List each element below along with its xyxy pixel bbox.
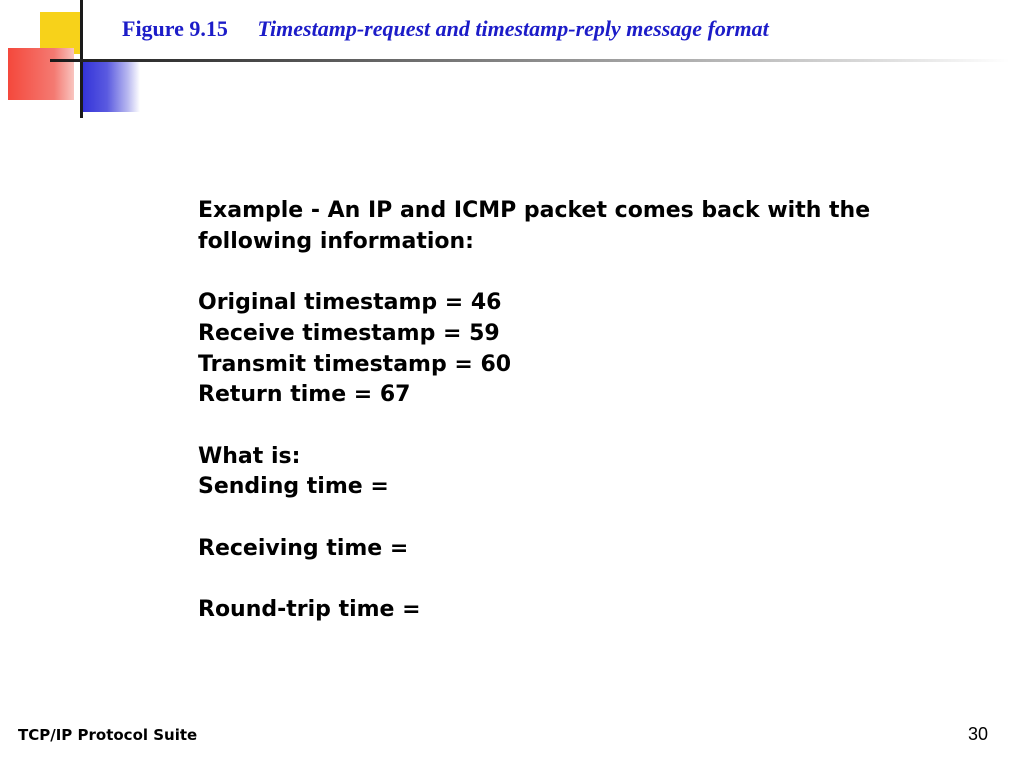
receiving-time-question: Receiving time = <box>198 535 409 561</box>
round-trip-time-question: Round-trip time = <box>198 597 421 623</box>
figure-caption: Timestamp-request and timestamp-reply message format <box>257 16 769 41</box>
receive-timestamp: Receive timestamp = 59 <box>198 320 500 346</box>
title-underline-rule <box>50 59 1010 62</box>
transmit-timestamp: Transmit timestamp = 60 <box>198 351 512 377</box>
red-square-decoration <box>8 48 74 100</box>
intro-line-2: following information: <box>198 228 474 254</box>
footer-suite-name: TCP/IP Protocol Suite <box>18 726 198 744</box>
question-heading: What is: <box>198 443 301 469</box>
blue-square-decoration <box>80 60 140 112</box>
intro-line-1: Example - An IP and ICMP packet comes back with the <box>198 198 871 223</box>
figure-label: Figure 9.15 <box>122 16 228 41</box>
slide-title <box>122 16 769 42</box>
page-number: 30 <box>968 724 989 744</box>
slide-body <box>198 196 938 626</box>
sending-time-question: Sending time = <box>198 474 389 500</box>
original-timestamp: Original timestamp = 46 <box>198 290 502 316</box>
return-time: Return time = 67 <box>198 382 411 408</box>
